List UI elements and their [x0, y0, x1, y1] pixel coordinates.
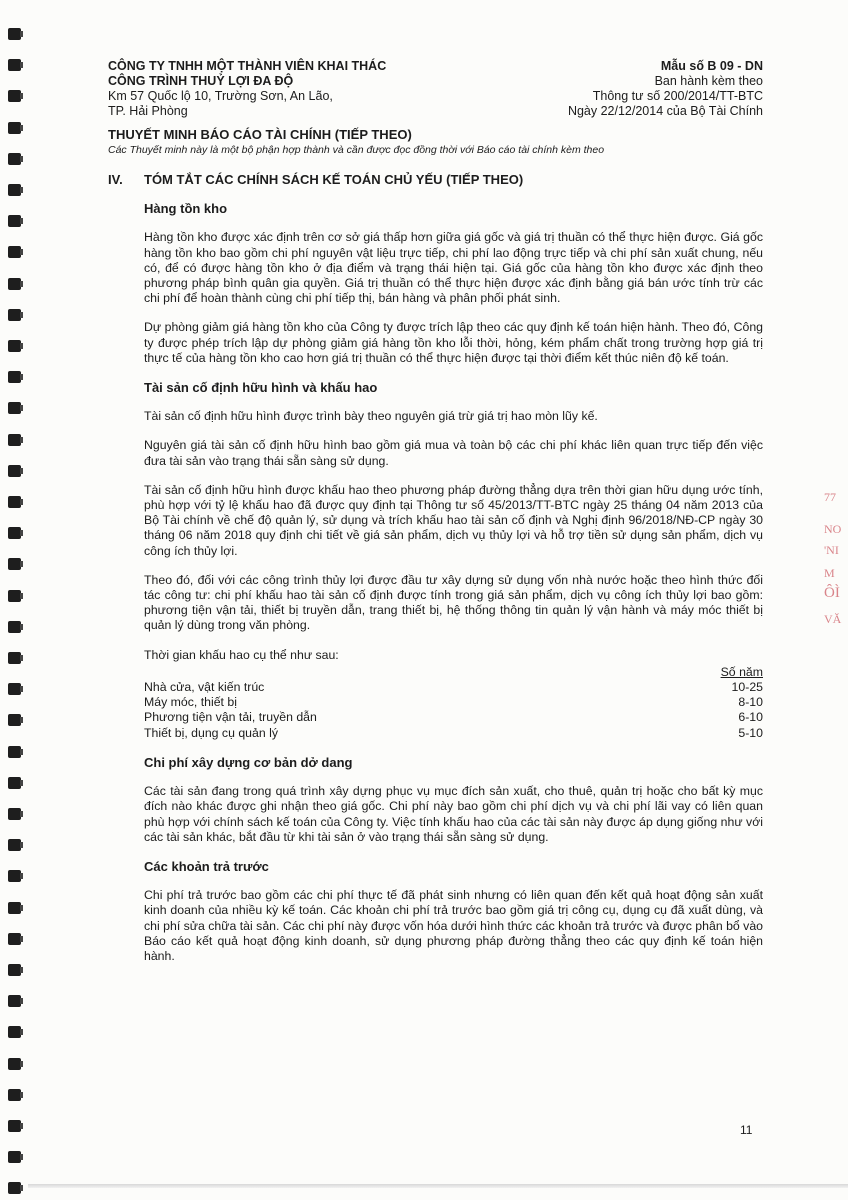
form-code: Mẫu số B 09 - DN — [660, 59, 763, 73]
binding-hole — [8, 402, 21, 414]
document-body — [108, 172, 763, 964]
inventory-paragraph: Dự phòng giảm giá hàng tồn kho của Công ty được trích lập theo các quy định kế toán hiện hành. Theo đó, Công ty được phép trích lập dự phòng giảm giá hàng tồn kho lỗi thời, hỏng, kém phẩm chất trong trường hợp giá trị thực tế của hàng tồn kho cao hơn giá trị thuần có thể thực hiện được tại thời điểm kết thúc niên độ kế toán. — [144, 320, 763, 365]
table-row — [144, 726, 763, 741]
asset-class-years: 10-25 — [731, 680, 763, 695]
company-address-line1: Km 57 Quốc lộ 10, Trường Sơn, An Lão, — [108, 89, 333, 103]
binding-hole — [8, 652, 21, 664]
page-number: 11 — [740, 1123, 753, 1137]
bleed-mark: NO — [824, 522, 842, 536]
fixed-assets-paragraph: Tài sản cố định hữu hình được khấu hao theo phương pháp đường thẳng dựa trên thời gian hữu dụng ước tính, phù hợp với tỷ lệ khấu hao đã được quy định tại Thông tư số 45/2013/TT-BTC ngày 25 tháng 04 năm 2013 của Bộ Tài chính về chế độ quản lý, sử dụng và trích khấu hao tài sản cố định và Nghị định 96/2018/NĐ-CP ngày 30 tháng 06 năm 2018 quy định chi tiết về giá sản phẩm, dịch vụ thủy lợi và hỗ trợ tiền sử dụng sản phẩm, dịch vụ công ích thủy lợi. — [144, 482, 763, 558]
binding-hole — [8, 808, 21, 820]
binding-hole — [8, 1058, 21, 1070]
asset-class-years: 8-10 — [738, 695, 763, 710]
binding-hole — [8, 184, 21, 196]
fixed-assets-paragraph: Tài sản cố định hữu hình được trình bày theo nguyên giá trừ giá trị hao mòn lũy kế. — [144, 409, 598, 424]
inventory-paragraph: Hàng tồn kho được xác định trên cơ sở giá thấp hơn giữa giá gốc và giá trị thuần có thể thực hiện được. Giá gốc hàng tồn kho bao gồm chi phí nguyên vật liệu trực tiếp, chi phí lao động trực tiếp và chi phí sản xuất chung, nếu có, để có được hàng tồn kho ở địa điểm và trạng thái hiện tại. Giá gốc của hàng tồn kho được xác định theo phương pháp bình quân gia quyền. Giá trị thuần có thể thực hiện được xác định bằng giá bán ước tính trừ các chi phí để hoàn thành cùng chi phí tiếp thị, bán hàng và phân phối phát sinh. — [144, 230, 763, 306]
bleed-mark: ÔÌ — [824, 585, 840, 601]
binding-hole — [8, 434, 21, 446]
construction-heading: Chi phí xây dựng cơ bản dở dang — [144, 754, 353, 770]
binding-hole — [8, 683, 21, 695]
asset-class-label: Phương tiện vận tải, truyền dẫn — [144, 710, 317, 725]
binding-hole — [8, 964, 21, 976]
asset-class-label: Thiết bị, dụng cụ quản lý — [144, 725, 278, 740]
section-number: IV. — [108, 172, 123, 187]
report-title: THUYẾT MINH BÁO CÁO TÀI CHÍNH (TIẾP THEO) — [108, 127, 412, 142]
table-row — [144, 680, 763, 695]
binding-hole — [8, 1151, 21, 1163]
section-content — [144, 201, 763, 964]
bleed-mark: M — [824, 566, 835, 580]
binding-hole — [8, 496, 21, 508]
company-name-line2: CÔNG TRÌNH THUỶ LỢI ĐA ĐỘ — [108, 74, 294, 88]
form-circular: Thông tư số 200/2014/TT-BTC — [592, 89, 763, 103]
binding-hole — [8, 714, 21, 726]
binding-hole — [8, 995, 21, 1007]
binding-hole — [8, 527, 21, 539]
depreciation-years-header: Số năm — [720, 664, 763, 679]
binding-hole — [8, 933, 21, 945]
binding-hole — [8, 340, 21, 352]
section-title: TÓM TẮT CÁC CHÍNH SÁCH KẾ TOÁN CHỦ YẾU (TIẾP THEO) — [144, 172, 524, 187]
fixed-assets-heading: Tài sản cố định hữu hình và khấu hao — [144, 380, 378, 396]
binding-hole — [8, 839, 21, 851]
binding-hole — [8, 558, 21, 570]
company-address-line2: TP. Hải Phòng — [108, 104, 188, 118]
document-header — [108, 59, 763, 119]
binding-hole — [8, 59, 21, 71]
fixed-assets-paragraph: Nguyên giá tài sản cố định hữu hình bao gồm giá mua và toàn bộ các chi phí khác liên quan trực tiếp đến việc đưa tài sản vào trạng thái sẵn sàng sử dụng. — [144, 438, 763, 468]
binding-hole — [8, 1182, 21, 1194]
binding-hole — [8, 1089, 21, 1101]
binding-hole — [8, 153, 21, 165]
page-bottom-edge — [28, 1184, 848, 1188]
binding-hole — [8, 777, 21, 789]
binding-hole — [8, 122, 21, 134]
binding-hole — [8, 902, 21, 914]
binding-hole — [8, 90, 21, 102]
depreciation-table — [144, 680, 763, 741]
bleed-mark: 'NI — [824, 543, 839, 557]
fixed-assets-paragraph: Theo đó, đối với các công trình thủy lợi được đầu tư xây dựng sử dụng vốn nhà nước hoặc theo hình thức đối tác công tư: chi phí khấu hao tài sản cố định được tính trong giá sản phẩm, dịch vụ công ích thủy lợi bao gồm: phương tiện vận tải, thiết bị truyền dẫn, trang thiết bị, hệ thống thông tin quản lý vận hành và máy móc thiết bị quản lý dùng trong văn phòng. — [144, 572, 763, 633]
binding-hole — [8, 1026, 21, 1038]
binding-hole — [8, 246, 21, 258]
binding-hole — [8, 621, 21, 633]
bleed-mark: 77 — [824, 490, 836, 504]
company-name-line1: CÔNG TY TNHH MỘT THÀNH VIÊN KHAI THÁC — [108, 59, 387, 73]
asset-class-years: 5-10 — [738, 725, 763, 740]
asset-class-label: Nhà cửa, vật kiến trúc — [144, 680, 265, 695]
inventory-heading: Hàng tồn kho — [144, 201, 228, 217]
binding-hole — [8, 278, 21, 290]
binding-hole — [8, 28, 21, 40]
spiral-binding — [0, 0, 28, 1200]
binding-hole — [8, 1120, 21, 1132]
report-subtitle: Các Thuyết minh này là một bộ phận hợp thành và cần được đọc đồng thời với Báo cáo tài chính kèm theo — [108, 144, 605, 156]
prepaid-paragraph: Chi phí trả trước bao gồm các chi phí thực tế đã phát sinh nhưng có liên quan đến kết quả hoạt động sản xuất kinh doanh của nhiều kỳ kế toán. Các khoản chi phí trả trước bao gồm giá trị công cụ, dụng cụ đã xuất dùng, và chi phí sửa chữa tài sản. Các chi phí này được vốn hóa dưới hình thức các khoản trả trước và được phân bổ vào Báo cáo kết quả hoạt động kinh doanh, sử dụng phương pháp đường thẳng theo các quy định kế toán hiện hành. — [144, 888, 763, 963]
table-row — [144, 710, 763, 725]
binding-hole — [8, 870, 21, 882]
bleed-mark: VĂ — [824, 612, 842, 626]
binding-hole — [8, 371, 21, 383]
asset-class-label: Máy móc, thiết bị — [144, 695, 237, 710]
asset-class-years: 6-10 — [738, 710, 763, 725]
section-heading — [108, 172, 763, 187]
binding-hole — [8, 215, 21, 227]
binding-hole — [8, 465, 21, 477]
binding-hole — [8, 746, 21, 758]
prepaid-heading: Các khoản trả trước — [144, 858, 269, 874]
binding-hole — [8, 590, 21, 602]
form-issued-with: Ban hành kèm theo — [654, 74, 763, 88]
construction-paragraph: Các tài sản đang trong quá trình xây dựng phục vụ mục đích sản xuất, cho thuê, quản trị hoặc cho bất kỳ mục đích nào khác được ghi nhận theo giá gốc. Chi phí này bao gồm chi phí dịch vụ và chi phí lãi vay có liên quan phù hợp với chính sách kế toán của Công ty. Việc tính khấu hao của các tài sản này được áp dụng giống như với các tài sản khác, bắt đầu từ khi tài sản ở vào trạng thái sẵn sàng sử dụng. — [144, 784, 763, 844]
depreciation-intro: Thời gian khấu hao cụ thể như sau: — [144, 647, 339, 662]
table-row — [144, 695, 763, 710]
form-date-ministry: Ngày 22/12/2014 của Bộ Tài Chính — [567, 104, 763, 118]
binding-hole — [8, 309, 21, 321]
